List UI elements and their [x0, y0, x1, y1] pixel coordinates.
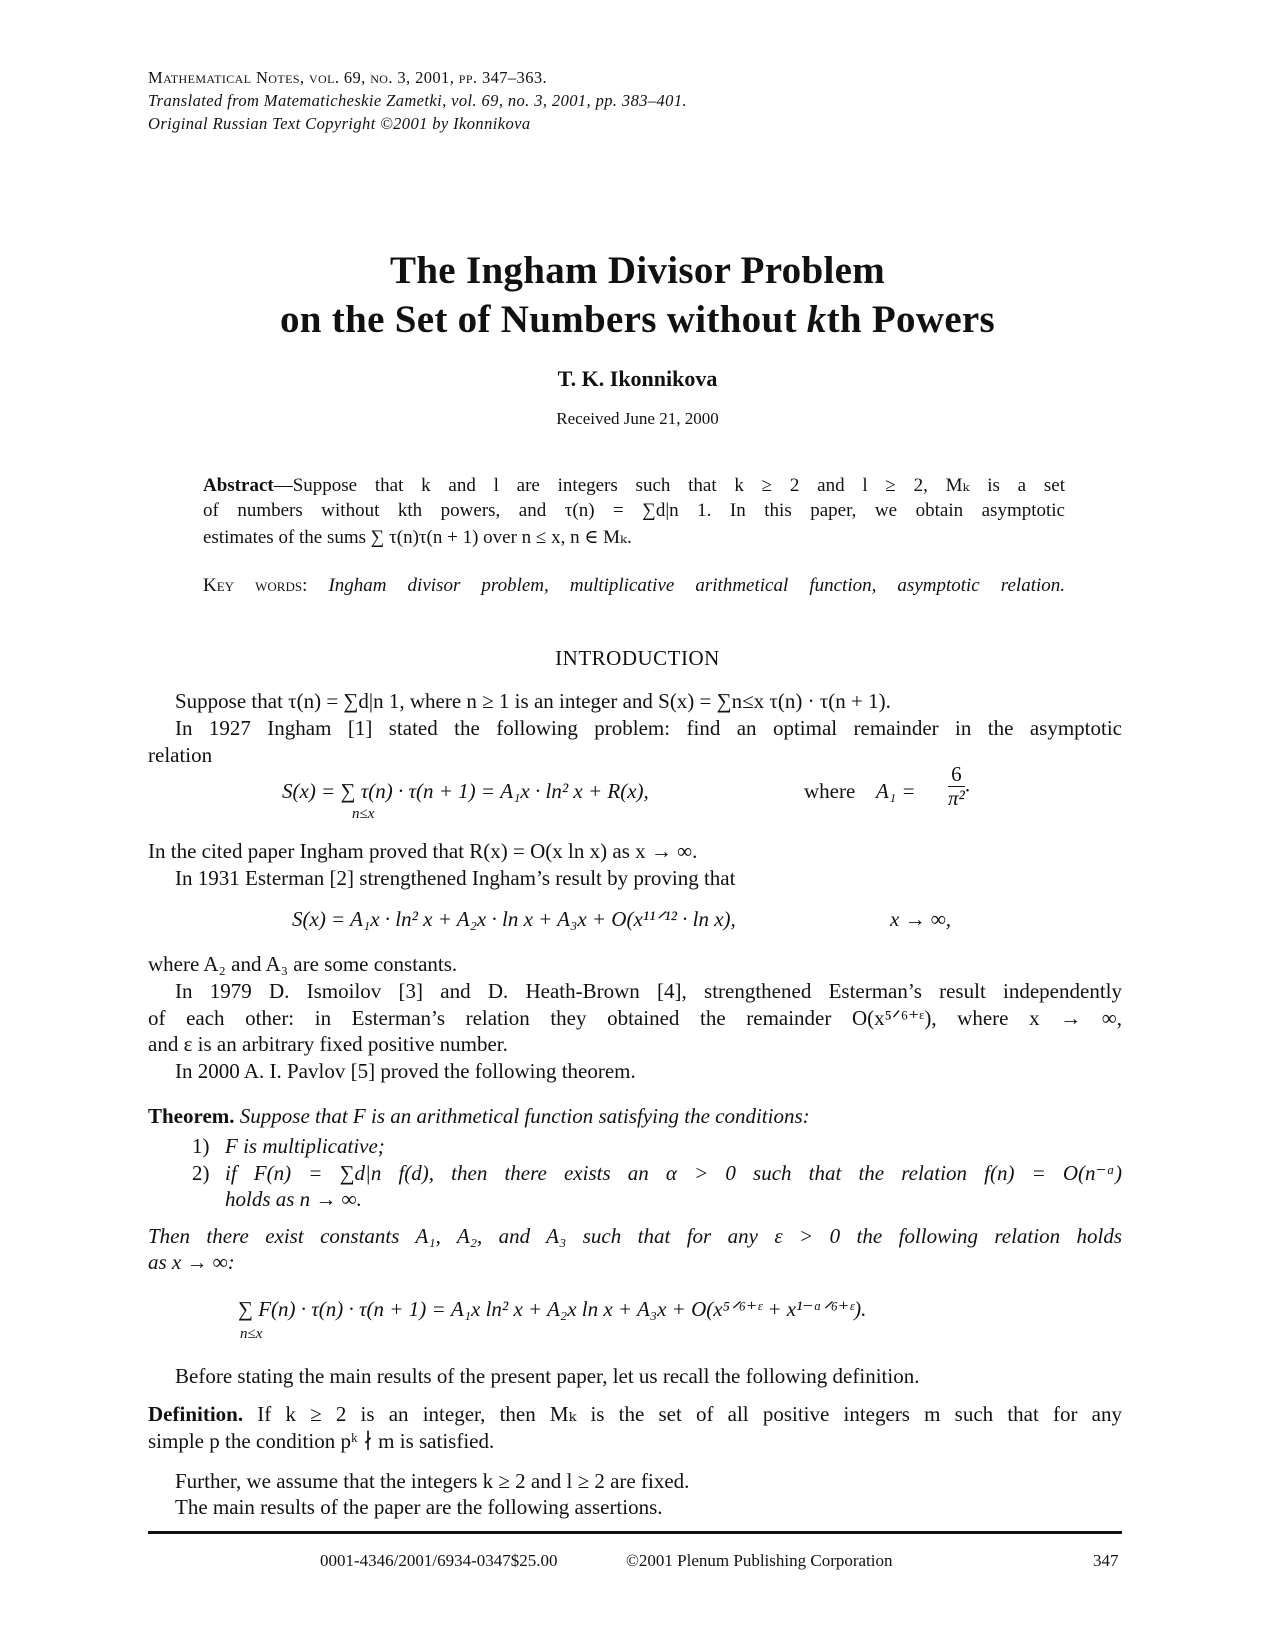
paper-title-line-1: The Ingham Divisor Problem: [390, 249, 885, 292]
abstract-line-3: estimates of the sums ∑ τ(n)τ(n + 1) over n ≤ x, n ∈ Mₖ.: [203, 527, 632, 548]
fraction-denominator: π²: [948, 786, 965, 811]
paragraph: The main results of the paper are the following assertions.: [175, 1495, 663, 1519]
footer-code: 0001-4346/2001/6934-0347$25.00: [320, 1551, 558, 1570]
definition-text: If k ≥ 2 is an integer, then Mₖ is the set of all positive integers m such that for any: [257, 1402, 1123, 1426]
equation-1: S(x) = ∑ τ(n) · τ(n + 1) = A₁x · ln² x + R(x),: [282, 779, 649, 803]
theorem-label: Theorem.: [148, 1104, 235, 1128]
copyright-note: Original Russian Text Copyright ©2001 by Ikonnikova: [148, 114, 531, 133]
paragraph: Suppose that τ(n) = ∑d|n 1, where n ≥ 1 is an integer and S(x) = ∑n≤x τ(n) · τ(n + 1).: [175, 689, 891, 713]
equation-3-subscript: n≤x: [240, 1326, 263, 1342]
definition-cont: simple p the condition pᵏ ∤ m is satisfied.: [148, 1429, 495, 1453]
equation-2: S(x) = A₁x · ln² x + A₂x · ln x + A₃x + O(x¹¹ᐟ¹² · ln x),: [292, 907, 736, 931]
abstract-text: —Suppose that k and l are integers such that k ≥ 2 and l ≥ 2, Mₖ is a set: [273, 475, 1065, 496]
condition-number: 2): [192, 1161, 210, 1185]
definition: [148, 1402, 1122, 1427]
paragraph: Before stating the main results of the present paper, let us recall the following definition.: [175, 1364, 920, 1388]
equation-2-limit: x → ∞,: [890, 907, 952, 931]
abstract-line-2: of numbers without kth powers, and τ(n) = ∑d|n 1. In this paper, we obtain asymptotic: [203, 500, 1065, 521]
footer-rule: [148, 1531, 1122, 1534]
paragraph: In 2000 A. I. Pavlov [5] proved the following theorem.: [175, 1059, 636, 1083]
paragraph: In the cited paper Ingham proved that R(x) = O(x ln x) as x → ∞.: [148, 839, 698, 863]
abstract-line-1: [203, 474, 1065, 497]
equation-1-fraction: $\frac{6}{\text{π²}}$ .: [948, 762, 971, 811]
paragraph: relation: [148, 743, 213, 767]
keywords-text: Ingham divisor problem, multiplicative arithmetical function, asymptotic relation.: [328, 575, 1066, 596]
paragraph: In 1931 Esterman [2] strengthened Ingham’s result by proving that: [175, 866, 736, 890]
received-date: Received June 21, 2000: [556, 409, 719, 428]
paper-title-line-2: [0, 297, 1275, 342]
title-text: th Powers: [826, 298, 996, 341]
keywords-label: Key words:: [203, 575, 308, 596]
equation-3: ∑ F(n) · τ(n) · τ(n + 1) = A₁x ln² x + A₂x ln x + A₃x + O(x⁵ᐟ⁶⁺ᵋ + x¹⁻ᵅᐟ⁶⁺ᵋ).: [238, 1297, 867, 1321]
condition-number: 1): [192, 1134, 210, 1158]
condition-1: F is multiplicative;: [225, 1134, 385, 1158]
theorem-conclusion: Then there exist constants A₁, A₂, and A₃ such that for any ε > 0 the following relation holds: [148, 1224, 1122, 1248]
equation-1-subscript: n≤x: [352, 806, 375, 822]
title-variable: k: [806, 298, 827, 341]
theorem-conclusion-cont: as x → ∞:: [148, 1250, 235, 1274]
paragraph: In 1979 D. Ismoilov [3] and D. Heath-Brown [4], strengthened Esterman’s result independently: [175, 979, 1122, 1003]
keywords: [203, 575, 1065, 597]
footer-publisher: ©2001 Plenum Publishing Corporation: [626, 1551, 893, 1570]
condition-2-cont: holds as n → ∞.: [225, 1187, 362, 1211]
section-heading-introduction: INTRODUCTION: [555, 646, 720, 670]
equation-1-where: where: [804, 779, 856, 803]
paragraph: and ε is an arbitrary fixed positive number.: [148, 1032, 508, 1056]
definition-label: Definition.: [148, 1402, 244, 1426]
paragraph: of each other: in Esterman’s relation they obtained the remainder O(x⁵ᐟ⁶⁺ᵋ), where x → ∞,: [148, 1006, 1122, 1030]
abstract-label: Abstract: [203, 475, 274, 496]
title-text: on the Set of Numbers without: [279, 298, 807, 341]
author: T. K. Ikonnikova: [557, 366, 718, 391]
paragraph: where A₂ and A₃ are some constants.: [148, 952, 458, 976]
page-number: 347: [1093, 1551, 1119, 1570]
paragraph: In 1927 Ingham [1] stated the following problem: find an optimal remainder in the asymptotic: [175, 716, 1122, 740]
theorem-intro: Suppose that F is an arithmetical function satisfying the conditions:: [239, 1104, 810, 1128]
fraction-numerator: 6: [948, 763, 965, 787]
translation-note: Translated from Matematicheskie Zametki, vol. 69, no. 3, 2001, pp. 383–401.: [148, 91, 688, 110]
journal-citation: Mathematical Notes, vol. 69, no. 3, 2001, pp. 347–363.: [148, 68, 548, 87]
theorem: [148, 1104, 810, 1129]
paragraph: Further, we assume that the integers k ≥ 2 and l ≥ 2 are fixed.: [175, 1469, 690, 1493]
equation-1-a1: A₁ =: [876, 779, 916, 803]
condition-2: if F(n) = ∑d|n f(d), then there exists an α > 0 such that the relation f(n) = O(n⁻ᵅ): [225, 1161, 1122, 1185]
